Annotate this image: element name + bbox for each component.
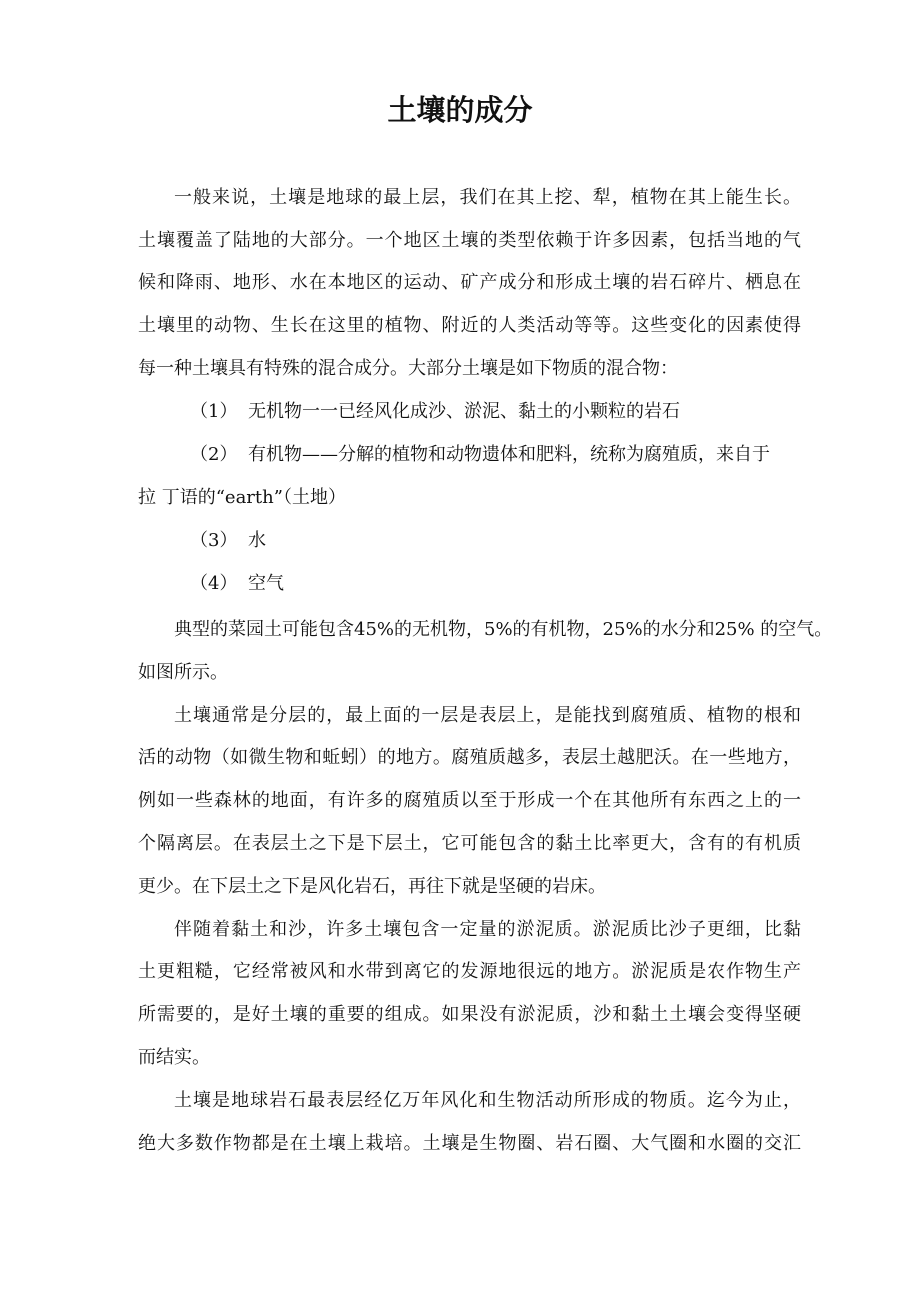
paragraph-line: 土壤是地球岩石最表层经亿万年风化和生物活动所形成的物质。迄今为止， — [174, 1090, 801, 1111]
list-text: 有机物——分解的植物和动物遗体和肥料，统称为腐殖质，来自于 — [248, 444, 770, 465]
list-text: 水 — [248, 530, 266, 551]
list-item — [190, 443, 801, 467]
list-text: 无机物一一已经风化成沙、淤泥、黏土的小颗粒的岩石 — [248, 401, 680, 422]
list-number: （4） — [190, 573, 238, 594]
paragraph-line: 个隔离层。在表层土之下是下层土，它可能包含的黏土比率更大，含有的有机质 — [138, 833, 801, 854]
paragraph-line: 所需要的，是好土壤的重要的组成。如果没有淤泥质，沙和黏土土壤会变得坚硬 — [138, 1004, 801, 1025]
list-number: （2） — [190, 444, 238, 465]
paragraph-line: 而结实。 — [138, 1047, 210, 1068]
paragraph-line: 绝大多数作物都是在土壤上栽培。土壤是生物圈、岩石圈、大气圈和水圈的交汇 — [138, 1133, 801, 1154]
page-title: 土壤的成分 — [387, 93, 533, 127]
paragraph-line: 土更粗糙，它经常被风和水带到离它的发源地很远的地方。淤泥质是农作物生产 — [138, 961, 801, 982]
list-number: （3） — [190, 530, 238, 551]
paragraph-line: 土壤覆盖了陆地的大部分。一个地区土壤的类型依赖于许多因素，包括当地的气 — [138, 230, 801, 251]
paragraph-line: 活的动物（如微生物和蚯蚓）的地方。腐殖质越多，表层土越肥沃。在一些地方， — [138, 747, 801, 768]
paragraph-line: 候和降雨、地形、水在本地区的运动、矿产成分和形成土壤的岩石碎片、栖息在 — [138, 272, 801, 293]
paragraph-line: 每一种土壤具有特殊的混合成分。大部分土壤是如下物质的混合物： — [138, 358, 678, 379]
paragraph-line: 例如一些森林的地面，有许多的腐殖质以至于形成一个在其他所有东西之上的一 — [138, 790, 801, 811]
paragraph-line: 更少。在下层土之下是风化岩石，再往下就是坚硬的岩床。 — [138, 876, 606, 897]
list-text: 空气 — [248, 573, 284, 594]
list-item — [190, 572, 801, 596]
list-item — [190, 400, 801, 424]
paragraph-line: 土壤通常是分层的，最上面的一层是表层上，是能找到腐殖质、植物的根和 — [174, 705, 801, 726]
paragraph-line: 典型的菜园土可能包含45%的无机物，5%的有机物，25%的水分和25% 的空气。 — [174, 619, 833, 640]
paragraph-line: 一般来说，土壤是地球的最上层，我们在其上挖、犁，植物在其上能生长。 — [174, 187, 801, 208]
list-item-continuation: 拉 丁语的“earth”（土地） — [138, 487, 346, 508]
paragraph-line: 土壤里的动物、生长在这里的植物、附近的人类活动等等。这些变化的因素使得 — [138, 315, 801, 336]
list-item — [190, 529, 801, 553]
list-number: （1） — [190, 401, 238, 422]
paragraph-line: 如图所示。 — [138, 662, 228, 683]
paragraph-line: 伴随着黏土和沙，许多土壤包含一定量的淤泥质。淤泥质比沙子更细，比黏 — [174, 919, 801, 940]
